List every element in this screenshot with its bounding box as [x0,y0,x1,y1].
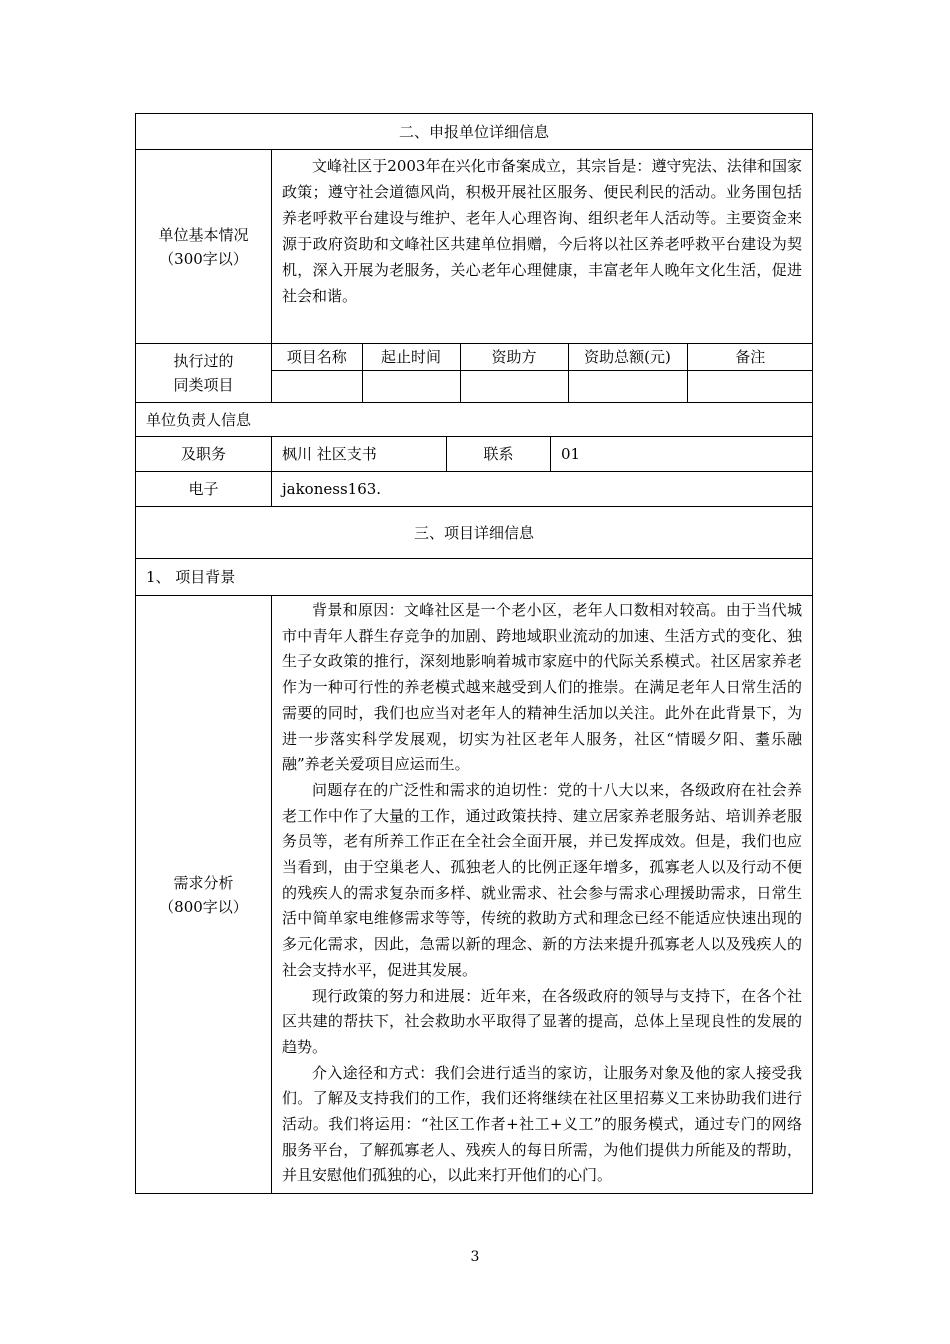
contact-label: 联系 [447,437,551,472]
basic-info-text: 文峰社区于2003年在兴化市备案成立，其宗旨是：遵守宪法、法律和国家政策；遵守社会道德风尚，积极开展社区服务、便民利民的活动。业务围包括养老呼救平台建设与维护、老年人心理咨询、组织老年人活动等。主要资金来源于政府资助和文峰社区共建单位捐赠，今后将以社区养老呼救平台建设为契机，深入开展为老服务，关心老年心理健康，丰富老年人晚年文化生活，促进社会和谐。 [282,157,803,305]
needs-paragraph-problem: 问题存在的广泛性和需求的迫切性：党的十八大以来，各级政府在社会养老工作中作了大量的工作，通过政策扶持、建立居家养老服务站、培训养老服务员等，老有所养工作正在全社会全面开展，并已发挥成效。但是，我们也应当看到，由于空巢老人、孤独老人的比例正逐年增多，孤寡老人以及行动不便的残疾人的需求复杂而多样、就业需求、社会参与需求心理援助需求，日常生活中简单家电维修需求等等，传统的救助方式和理念已经不能适应快速出现的多元化需求，因此，急需以新的理念、新的方法来提升孤寡老人以及残疾人的社会支持水平，促进其发展。 [282,780,803,979]
projects-header-period: 起止时间 [362,344,460,370]
position-label: 及职务 [136,437,272,472]
projects-subtable [272,344,813,402]
basic-info-label-line2: （300字以） [159,249,248,268]
projects-label-line2: 同类项目 [173,376,234,394]
needs-label-line2: （800字以） [159,897,248,916]
projects-cell [272,370,362,402]
contact-value: 01 [551,437,813,472]
leader-info-label: 单位负责人信息 [136,403,813,437]
projects-cell [568,370,687,402]
needs-paragraph-background: 背景和原因：文峰社区是一个老小区，老年人口数相对较高。由于当代城市中青年人群生存竞争的加剧、跨地域职业流动的加速、生活方式的变化、独生子女政策的推行，深刻地影响着城市家庭中的代际关系模式。社区居家养老作为一种可行性的养老模式越来越受到人们的推崇。在满足老年人日常生活的需要的同时，我们也应当对老年人的精神生活加以关注。此外在此背景下，为进一步落实科学发展观，切实为社区老年人服务，社区“情暖夕阳、耋乐融融”养老关爱项目应运而生。 [282,601,803,774]
needs-paragraph-policy: 现行政策的努力和进展：近年来，在各级政府的领导与支持下，在各个社区共建的帮扶下，社会救助水平取得了显著的提高，总体上呈现良性的发展的趋势。 [282,986,803,1056]
email-label: 电子 [136,472,272,507]
needs-label-line1: 需求分析 [173,873,234,892]
projects-cell [362,370,460,402]
needs-text [282,598,802,1189]
projects-header-amount: 资助总额(元) [568,344,687,370]
projects-label [136,344,272,403]
basic-info-label [136,150,272,344]
application-form-table [135,113,813,1194]
projects-cell [460,370,568,402]
email-value: jakoness163. [272,472,813,507]
section3-title: 三、项目详细信息 [136,507,813,559]
basic-info-label-line1: 单位基本情况 [158,225,249,244]
position-value: 枫川 社区支书 [272,437,447,472]
projects-cell [687,370,813,402]
needs-label [136,596,272,1194]
projects-header-funder: 资助方 [460,344,568,370]
section2-title: 二、申报单位详细信息 [136,114,813,150]
projects-header-name: 项目名称 [272,344,362,370]
page-number: 3 [470,1249,480,1265]
projects-header-remarks: 备注 [687,344,813,370]
needs-paragraph-approach: 介入途径和方式：我们会进行适当的家访，让服务对象及他的家人接受我们。了解及支持我们的工作，我们还将继续在社区里招募义工来协助我们进行活动。我们将运用：“社区工作者+社工+义工”的服务模式，通过专门的网络服务平台，了解孤寡老人、残疾人的每日所需，为他们提供力所能及的帮助，并且安慰他们孤独的心，以此来打开他们的心门。 [282,1063,803,1185]
projects-label-line1: 执行过的 [173,352,234,370]
background-label: 1、 项目背景 [136,559,813,596]
